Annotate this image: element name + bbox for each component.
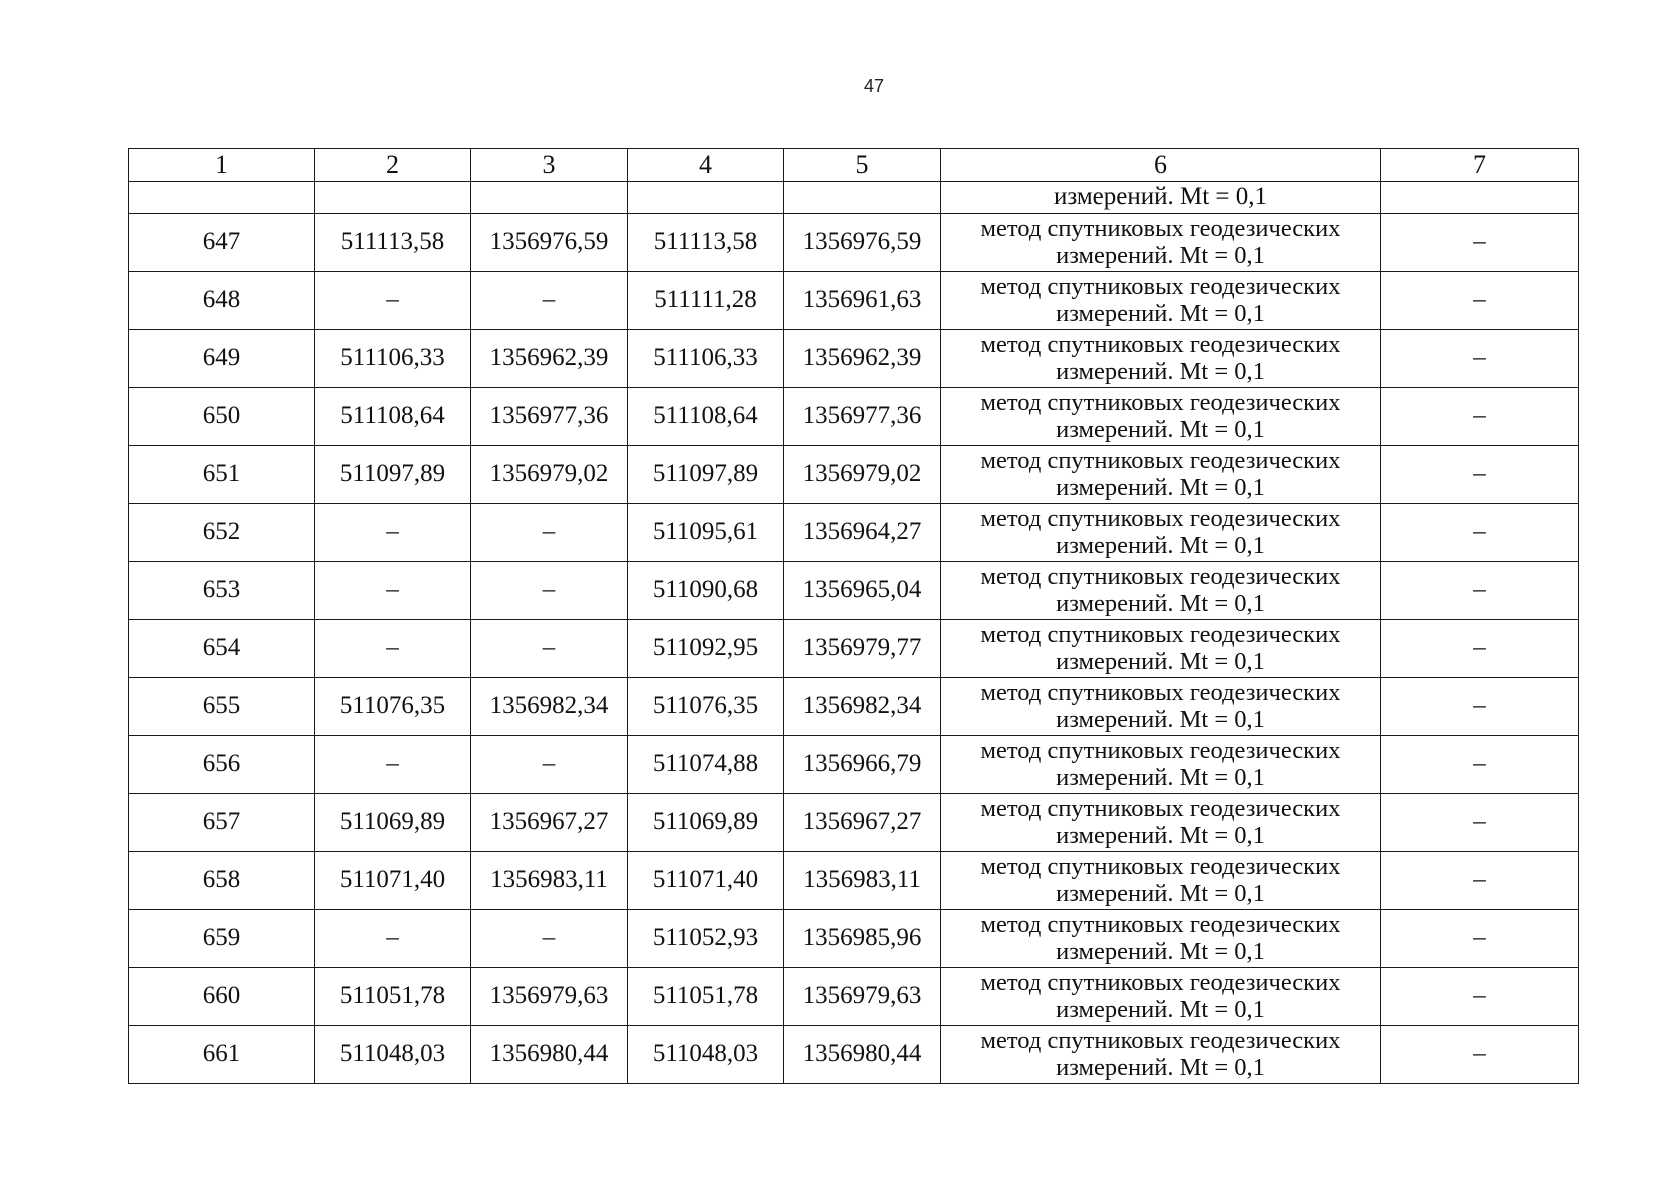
- method-cell: [941, 330, 1381, 388]
- method-line-2: измерений. Mt = 0,1: [1056, 1053, 1265, 1081]
- method-cell: [941, 562, 1381, 620]
- table-cell: [471, 182, 628, 214]
- column-header: 6: [941, 149, 1381, 182]
- note-cell: –: [1381, 968, 1579, 1026]
- column-header: 1: [129, 149, 315, 182]
- x-refined-cell: 511074,88: [628, 736, 784, 794]
- method-text: [941, 564, 1380, 617]
- y-refined-cell: 1356979,63: [784, 968, 941, 1026]
- table-cell: [315, 182, 471, 214]
- x-refined-cell: 511071,40: [628, 852, 784, 910]
- point-number-cell: 657: [129, 794, 315, 852]
- y-refined-cell: 1356983,11: [784, 852, 941, 910]
- x-refined-cell: 511069,89: [628, 794, 784, 852]
- method-text: [941, 216, 1380, 269]
- method-line-2: измерений. Mt = 0,1: [1056, 241, 1265, 269]
- method-line-1: метод спутниковых геодезических: [980, 273, 1341, 301]
- x-existing-cell: –: [315, 562, 471, 620]
- table-row: [129, 504, 1579, 562]
- method-cell: [941, 1026, 1381, 1084]
- table-row: [129, 1026, 1579, 1084]
- x-refined-cell: 511052,93: [628, 910, 784, 968]
- method-line-1: метод спутниковых геодезических: [980, 853, 1341, 881]
- table-row: [129, 794, 1579, 852]
- y-existing-cell: 1356980,44: [471, 1026, 628, 1084]
- x-existing-cell: 511051,78: [315, 968, 471, 1026]
- table-cell: [784, 182, 941, 214]
- y-refined-cell: 1356977,36: [784, 388, 941, 446]
- method-line-2: измерений. Mt = 0,1: [1056, 937, 1265, 965]
- y-existing-cell: 1356967,27: [471, 794, 628, 852]
- method-text: [941, 622, 1380, 675]
- x-refined-cell: 511108,64: [628, 388, 784, 446]
- y-existing-cell: 1356979,63: [471, 968, 628, 1026]
- y-existing-cell: –: [471, 562, 628, 620]
- note-cell: –: [1381, 910, 1579, 968]
- point-number-cell: 660: [129, 968, 315, 1026]
- method-text: [941, 796, 1380, 849]
- note-cell: –: [1381, 794, 1579, 852]
- point-number-cell: 659: [129, 910, 315, 968]
- point-number-cell: 653: [129, 562, 315, 620]
- x-refined-cell: 511048,03: [628, 1026, 784, 1084]
- page-number: 47: [863, 76, 885, 96]
- y-refined-cell: 1356965,04: [784, 562, 941, 620]
- method-line-1: метод спутниковых геодезических: [980, 737, 1341, 765]
- point-number-cell: 650: [129, 388, 315, 446]
- point-number-cell: 651: [129, 446, 315, 504]
- y-existing-cell: –: [471, 620, 628, 678]
- method-cell: [941, 214, 1381, 272]
- table-row: [129, 562, 1579, 620]
- table-cell: измерений. Mt = 0,1: [941, 182, 1381, 214]
- method-cell: [941, 852, 1381, 910]
- note-cell: –: [1381, 330, 1579, 388]
- point-number-cell: 656: [129, 736, 315, 794]
- method-line-2: измерений. Mt = 0,1: [1056, 995, 1265, 1023]
- note-cell: –: [1381, 736, 1579, 794]
- table-row: [129, 214, 1579, 272]
- method-line-1: метод спутниковых геодезических: [980, 447, 1341, 475]
- table-cell: [628, 182, 784, 214]
- y-existing-cell: –: [471, 736, 628, 794]
- method-line-1: метод спутниковых геодезических: [980, 679, 1341, 707]
- method-text: [941, 448, 1380, 501]
- table-row: [129, 678, 1579, 736]
- point-number-cell: 652: [129, 504, 315, 562]
- note-cell: –: [1381, 620, 1579, 678]
- x-existing-cell: 511108,64: [315, 388, 471, 446]
- method-line-1: метод спутниковых геодезических: [980, 563, 1341, 591]
- note-cell: –: [1381, 562, 1579, 620]
- method-line-1: метод спутниковых геодезических: [980, 389, 1341, 417]
- point-number-cell: 647: [129, 214, 315, 272]
- method-line-1: метод спутниковых геодезических: [980, 215, 1341, 243]
- table-row: [129, 330, 1579, 388]
- method-line-2: измерений. Mt = 0,1: [1056, 705, 1265, 733]
- method-cell: [941, 678, 1381, 736]
- method-text: [941, 390, 1380, 443]
- method-text: [941, 506, 1380, 559]
- note-cell: –: [1381, 678, 1579, 736]
- method-text: [941, 274, 1380, 327]
- x-refined-cell: 511106,33: [628, 330, 784, 388]
- coordinates-table: [128, 148, 1579, 1084]
- table-row: [129, 852, 1579, 910]
- y-refined-cell: 1356966,79: [784, 736, 941, 794]
- y-existing-cell: 1356982,34: [471, 678, 628, 736]
- x-existing-cell: 511071,40: [315, 852, 471, 910]
- x-existing-cell: –: [315, 504, 471, 562]
- note-cell: –: [1381, 852, 1579, 910]
- note-cell: –: [1381, 446, 1579, 504]
- x-existing-cell: 511076,35: [315, 678, 471, 736]
- method-line-2: измерений. Mt = 0,1: [1056, 879, 1265, 907]
- y-refined-cell: 1356985,96: [784, 910, 941, 968]
- y-existing-cell: –: [471, 504, 628, 562]
- method-line-2: измерений. Mt = 0,1: [1056, 821, 1265, 849]
- note-cell: –: [1381, 504, 1579, 562]
- method-cell: [941, 388, 1381, 446]
- table-row: [129, 272, 1579, 330]
- method-line-1: метод спутниковых геодезических: [980, 1027, 1341, 1055]
- method-text: [941, 332, 1380, 385]
- method-text: [941, 854, 1380, 907]
- note-cell: –: [1381, 388, 1579, 446]
- point-number-cell: 655: [129, 678, 315, 736]
- method-cell: [941, 272, 1381, 330]
- method-cell: [941, 794, 1381, 852]
- table-cell: [129, 182, 315, 214]
- column-header: 4: [628, 149, 784, 182]
- y-refined-cell: 1356962,39: [784, 330, 941, 388]
- continuation-row: [129, 182, 1579, 214]
- y-refined-cell: 1356979,77: [784, 620, 941, 678]
- point-number-cell: 654: [129, 620, 315, 678]
- x-refined-cell: 511095,61: [628, 504, 784, 562]
- method-line-1: метод спутниковых геодезических: [980, 911, 1341, 939]
- method-line-1: метод спутниковых геодезических: [980, 505, 1341, 533]
- method-line-1: метод спутниковых геодезических: [980, 795, 1341, 823]
- method-line-2: измерений. Mt = 0,1: [1056, 589, 1265, 617]
- y-existing-cell: 1356983,11: [471, 852, 628, 910]
- x-refined-cell: 511051,78: [628, 968, 784, 1026]
- method-line-2: измерений. Mt = 0,1: [1056, 415, 1265, 443]
- table-row: [129, 968, 1579, 1026]
- y-refined-cell: 1356961,63: [784, 272, 941, 330]
- point-number-cell: 649: [129, 330, 315, 388]
- method-line-2: измерений. Mt = 0,1: [1056, 299, 1265, 327]
- note-cell: –: [1381, 272, 1579, 330]
- column-header: 2: [315, 149, 471, 182]
- table-row: [129, 736, 1579, 794]
- x-existing-cell: 511069,89: [315, 794, 471, 852]
- method-line-2: измерений. Mt = 0,1: [1056, 647, 1265, 675]
- y-refined-cell: 1356967,27: [784, 794, 941, 852]
- method-line-1: метод спутниковых геодезических: [980, 621, 1341, 649]
- y-existing-cell: –: [471, 272, 628, 330]
- note-cell: –: [1381, 214, 1579, 272]
- method-line-2: измерений. Mt = 0,1: [1056, 357, 1265, 385]
- x-existing-cell: 511048,03: [315, 1026, 471, 1084]
- y-existing-cell: 1356976,59: [471, 214, 628, 272]
- method-text: [941, 1028, 1380, 1081]
- x-existing-cell: –: [315, 910, 471, 968]
- y-refined-cell: 1356980,44: [784, 1026, 941, 1084]
- x-refined-cell: 511090,68: [628, 562, 784, 620]
- table-row: [129, 910, 1579, 968]
- x-existing-cell: 511113,58: [315, 214, 471, 272]
- table-row: [129, 388, 1579, 446]
- method-line-2: измерений. Mt = 0,1: [1056, 531, 1265, 559]
- method-cell: [941, 910, 1381, 968]
- x-refined-cell: 511076,35: [628, 678, 784, 736]
- x-existing-cell: 511106,33: [315, 330, 471, 388]
- method-cell: [941, 968, 1381, 1026]
- method-text: [941, 912, 1380, 965]
- table-row: [129, 446, 1579, 504]
- y-refined-cell: 1356982,34: [784, 678, 941, 736]
- x-refined-cell: 511097,89: [628, 446, 784, 504]
- method-cell: [941, 620, 1381, 678]
- column-header: 5: [784, 149, 941, 182]
- point-number-cell: 648: [129, 272, 315, 330]
- y-existing-cell: 1356962,39: [471, 330, 628, 388]
- y-existing-cell: 1356979,02: [471, 446, 628, 504]
- method-text: [941, 680, 1380, 733]
- method-text: [941, 738, 1380, 791]
- x-refined-cell: 511111,28: [628, 272, 784, 330]
- x-existing-cell: –: [315, 736, 471, 794]
- y-existing-cell: –: [471, 910, 628, 968]
- method-cell: [941, 446, 1381, 504]
- x-refined-cell: 511092,95: [628, 620, 784, 678]
- method-line-2: измерений. Mt = 0,1: [1056, 473, 1265, 501]
- table-cell: [1381, 182, 1579, 214]
- method-text: [941, 970, 1380, 1023]
- y-existing-cell: 1356977,36: [471, 388, 628, 446]
- x-existing-cell: 511097,89: [315, 446, 471, 504]
- method-cell: [941, 736, 1381, 794]
- x-existing-cell: –: [315, 620, 471, 678]
- point-number-cell: 658: [129, 852, 315, 910]
- column-header: 7: [1381, 149, 1579, 182]
- y-refined-cell: 1356979,02: [784, 446, 941, 504]
- method-line-1: метод спутниковых геодезических: [980, 969, 1341, 997]
- table-row: [129, 620, 1579, 678]
- y-refined-cell: 1356964,27: [784, 504, 941, 562]
- y-refined-cell: 1356976,59: [784, 214, 941, 272]
- x-refined-cell: 511113,58: [628, 214, 784, 272]
- table-header-row: [129, 149, 1579, 182]
- column-header: 3: [471, 149, 628, 182]
- point-number-cell: 661: [129, 1026, 315, 1084]
- method-line-1: метод спутниковых геодезических: [980, 331, 1341, 359]
- method-line-2: измерений. Mt = 0,1: [1056, 763, 1265, 791]
- method-cell: [941, 504, 1381, 562]
- x-existing-cell: –: [315, 272, 471, 330]
- note-cell: –: [1381, 1026, 1579, 1084]
